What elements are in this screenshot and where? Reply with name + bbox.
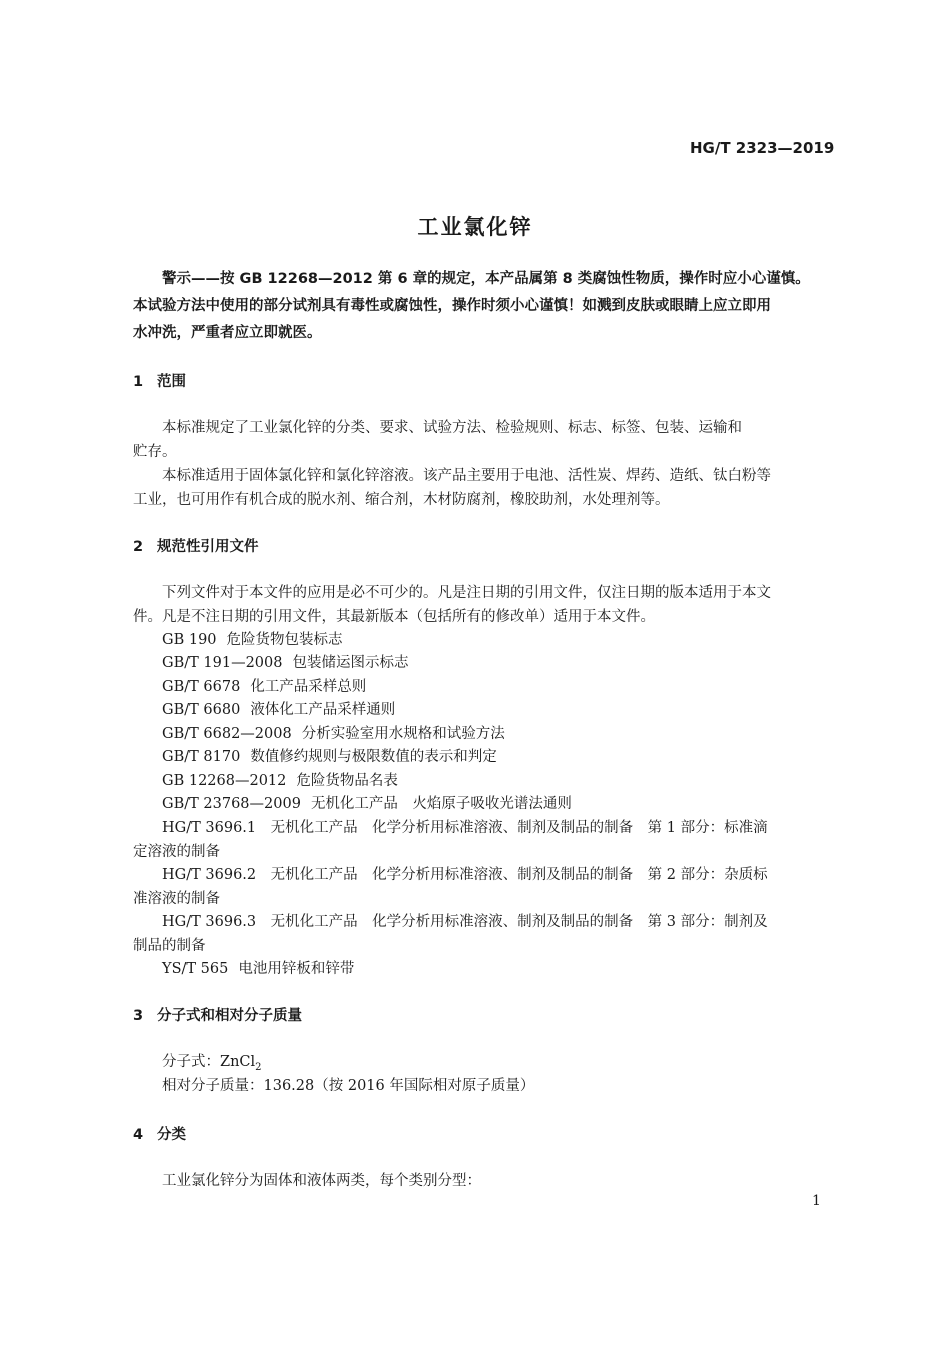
- scope-paragraph-2-line-1: 本标准适用于固体氯化锌和氯化锌溶液。该产品主要用于电池、活性炭、焊药、造纸、钛白粉等: [162, 468, 771, 484]
- section-title: 分子式和相对分子质量: [157, 1008, 302, 1024]
- section-1-heading: [133, 370, 186, 391]
- section-3-heading: [133, 1004, 302, 1025]
- reference-title: 危险货物品名表: [296, 773, 398, 789]
- section-number: 3: [133, 1008, 144, 1024]
- reference-hg3696-2-line-1: HG/T 3696.2 无机化工产品 化学分析用标准溶液、制剂及制品的制备 第 2 部分：杂质标: [162, 867, 768, 883]
- section-title: 范围: [157, 374, 186, 390]
- reference-item: [162, 769, 398, 790]
- reference-hg3696-3-line-1: HG/T 3696.3 无机化工产品 化学分析用标准溶液、制剂及制品的制备 第 3 部分：制剂及: [162, 914, 768, 930]
- scope-paragraph-1-line-2: 贮存。: [133, 444, 177, 460]
- reference-title: 电池用锌板和锌带: [238, 961, 355, 977]
- reference-code: GB/T 6680: [162, 702, 241, 718]
- formula-label: 分子式：: [162, 1054, 220, 1070]
- scope-paragraph-1-line-1: 本标准规定了工业氯化锌的分类、要求、试验方法、检验规则、标志、标签、包装、运输和: [162, 420, 742, 436]
- reference-item: [162, 698, 395, 719]
- reference-item: [162, 957, 354, 978]
- classification-paragraph: 工业氯化锌分为固体和液体两类，每个类别分型：: [162, 1173, 481, 1189]
- warning-line-2: 本试验方法中使用的部分试剂具有毒性或腐蚀性，操作时须小心谨慎！如溅到皮肤或眼睛上应立即用: [133, 298, 771, 314]
- reference-item: [162, 675, 366, 696]
- page-number: 1: [812, 1193, 821, 1209]
- reference-hg3696-3-line-2: 制品的制备: [133, 938, 206, 954]
- reference-title: 危险货物包装标志: [226, 632, 343, 648]
- reference-item: [162, 651, 408, 672]
- reference-code: GB 190: [162, 632, 217, 648]
- formula-main: ZnCl: [220, 1054, 256, 1070]
- reference-title: 分析实验室用水规格和试验方法: [301, 726, 505, 742]
- formula-subscript: 2: [255, 1061, 262, 1073]
- section-number: 1: [133, 374, 144, 390]
- reference-code: GB/T 23768—2009: [162, 796, 301, 812]
- reference-code: GB/T 8170: [162, 749, 241, 765]
- document-title: 工业氯化锌: [417, 215, 533, 239]
- reference-code: GB/T 191—2008: [162, 655, 283, 671]
- reference-code: YS/T 565: [162, 961, 229, 977]
- section-number: 4: [133, 1127, 144, 1143]
- references-intro-line-1: 下列文件对于本文件的应用是必不可少的。凡是注日期的引用文件，仅注日期的版本适用于本文: [162, 585, 771, 601]
- reference-code: GB/T 6678: [162, 679, 241, 695]
- reference-hg3696-1-line-1: HG/T 3696.1 无机化工产品 化学分析用标准溶液、制剂及制品的制备 第 1 部分：标准滴: [162, 820, 768, 836]
- reference-title: 液体化工产品采样通则: [250, 702, 396, 718]
- reference-code: GB/T 6682—2008: [162, 726, 292, 742]
- reference-item: [162, 745, 497, 766]
- reference-code: GB 12268—2012: [162, 773, 287, 789]
- section-2-heading: [133, 535, 259, 556]
- reference-item: [162, 792, 572, 813]
- references-intro-line-2: 件。凡是不注日期的引用文件，其最新版本（包括所有的修改单）适用于本文件。: [133, 609, 655, 625]
- warning-line-1: 警示——按 GB 12268—2012 第 6 章的规定，本产品属第 8 类腐蚀性物质，操作时应小心谨慎。: [162, 271, 810, 287]
- section-4-heading: [133, 1123, 186, 1144]
- molecular-formula: [162, 1050, 262, 1073]
- reference-item: [162, 722, 505, 743]
- section-title: 分类: [157, 1127, 186, 1143]
- reference-hg3696-2-line-2: 准溶液的制备: [133, 891, 220, 907]
- warning-line-3: 水冲洗，严重者应立即就医。: [133, 325, 322, 341]
- standard-number: HG/T 2323—2019: [690, 139, 835, 157]
- reference-item: [162, 628, 343, 649]
- section-number: 2: [133, 539, 144, 555]
- reference-title: 化工产品采样总则: [250, 679, 367, 695]
- molecular-mass: 相对分子质量：136.28（按 2016 年国际相对原子质量）: [162, 1078, 535, 1094]
- reference-title: 数值修约规则与极限数值的表示和判定: [250, 749, 497, 765]
- reference-title: 无机化工产品 火焰原子吸收光谱法通则: [310, 796, 572, 812]
- scope-paragraph-2-line-2: 工业，也可用作有机合成的脱水剂、缩合剂，木材防腐剂，橡胶助剂，水处理剂等。: [133, 492, 670, 508]
- reference-title: 包装储运图示标志: [292, 655, 409, 671]
- section-title: 规范性引用文件: [157, 539, 259, 555]
- reference-hg3696-1-line-2: 定溶液的制备: [133, 844, 220, 860]
